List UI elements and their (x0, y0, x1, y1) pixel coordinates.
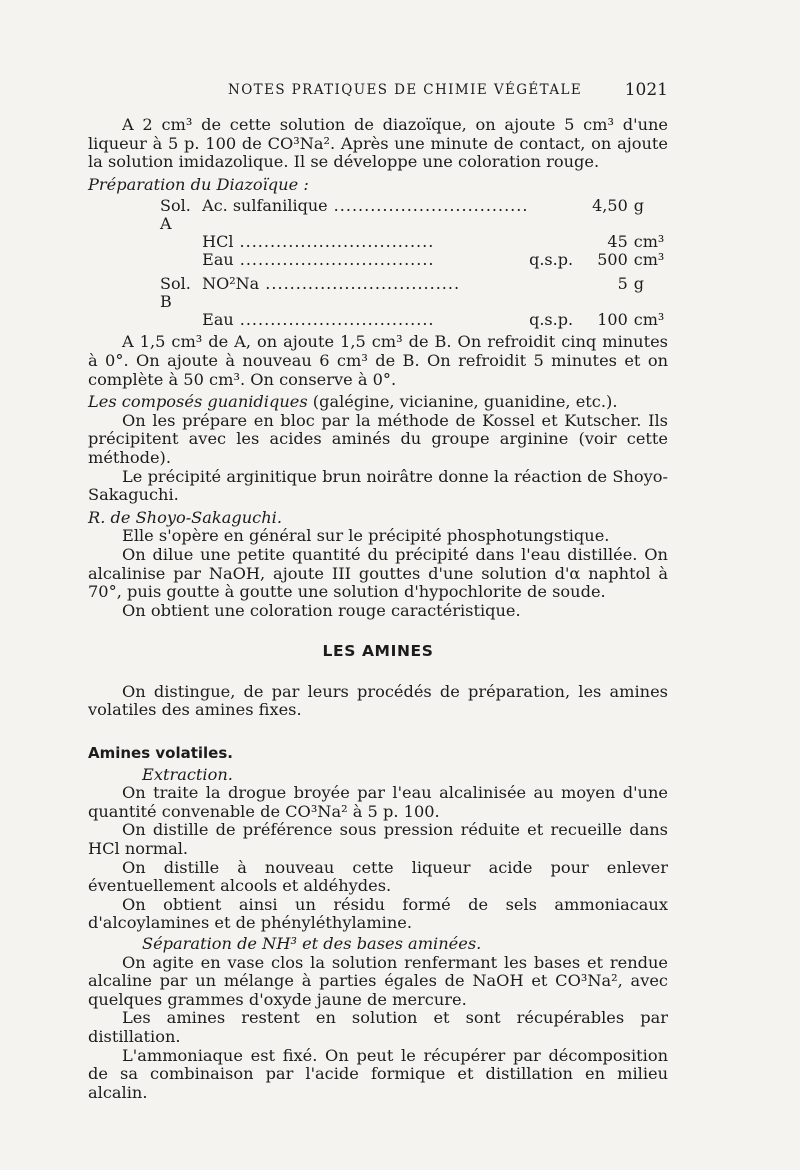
recipe-qsp-cell (528, 233, 581, 251)
shoyo-paragraph-3: On obtient une coloration rouge caractéristique. (122, 600, 521, 620)
shoyo-paragraph-2: On dilue une petite quantité du précipité dans l'eau distillée. On alcalinise par NaOH, ajoute III gouttes d'une solution d'α naphtol à 70°, puis goutte à goutte une solution d'hypochlorite de soude. (88, 544, 668, 602)
recipe-ingredient-cell (202, 269, 528, 311)
recipe-solution: Sol. B (160, 274, 191, 312)
recipe-unit-cell (628, 197, 668, 233)
shoyo-heading: R. de Shoyo-Sakaguchi. (88, 507, 282, 527)
amines-intro: On distingue, de par leurs procédés de préparation, les amines volatiles des amines fixes. (88, 681, 668, 720)
shoyo-paragraph-1: Elle s'opère en général sur le précipité phosphotungstique. (122, 526, 610, 546)
guanidic-lead-italic: Les composés guanidiques (88, 392, 308, 412)
recipe-solution-cell (160, 311, 202, 329)
recipe-ingredient-cell (202, 197, 528, 233)
recipe-unit: g (633, 274, 644, 294)
recipe-qsp-cell (528, 197, 581, 233)
recipe-solution-cell (160, 251, 202, 269)
page-header (88, 80, 668, 104)
recipe-ingredient: Ac. sulfanilique ..... (202, 197, 528, 215)
page-body (88, 116, 668, 1102)
recipe-ingredient: Eau ..... (202, 251, 528, 269)
recipe-ingredient: NO²Na ..... (202, 275, 528, 293)
page-number: 1021 (624, 80, 668, 100)
recipe-unit-cell (628, 251, 668, 269)
recipe-ingredient-cell (202, 251, 528, 269)
volatile-amines-heading: Amines volatiles. (88, 744, 233, 763)
separation-heading: Séparation de NH³ et des bases aminées. (142, 934, 482, 953)
recipe-unit: g (633, 196, 644, 216)
recipe-qsp-cell (528, 269, 581, 311)
recipe-solution: Sol. A (160, 196, 191, 234)
recipe-quantity: 500 (597, 250, 628, 270)
recipe-quantity-cell (581, 251, 628, 269)
recipe-row (160, 197, 668, 233)
after-recipe-paragraph: A 1,5 cm³ de A, on ajoute 1,5 cm³ de B. On refroidit cinq minutes à 0°. On ajoute à nouveau 6 cm³ de B. On refroidit 5 minutes et on complète à 50 cm³. On conserve à 0°. (88, 332, 668, 389)
extraction-paragraph: On traite la drogue broyée par l'eau alcalinisée au moyen d'une quantité convenable de CO³Na² à 5 p. 100. (88, 783, 668, 821)
recipe-solution-cell (160, 197, 202, 233)
recipe-quantity-cell (581, 233, 628, 251)
recipe-ingredient-cell (202, 311, 528, 329)
recipe-qsp-cell (528, 251, 581, 269)
guanidic-lead (88, 393, 668, 412)
recipe-unit-cell (628, 269, 668, 311)
recipe-ingredient-cell (202, 233, 528, 251)
extraction-paragraph: On distille de préférence sous pression réduite et recueille dans HCl normal. (88, 820, 668, 859)
guanidic-lead-rest: (galégine, vicianine, guanidine, etc.). (307, 392, 618, 412)
amines-section-title: LES AMINES (322, 642, 434, 661)
recipe-solution-cell (160, 233, 202, 251)
prep-heading: Préparation du Diazoïque : (88, 174, 309, 194)
recipe-row (160, 311, 668, 329)
recipe-unit: cm³ (633, 250, 665, 270)
recipe-quantity: 100 (597, 310, 628, 330)
recipe-unit-cell (628, 233, 668, 251)
recipe-row (160, 269, 668, 311)
extraction-paragraph: On distille à nouveau cette liqueur acide pour enlever éventuellement alcools et aldéhydes. (88, 857, 668, 896)
intro-paragraph: A 2 cm³ de cette solution de diazoïque, on ajoute 5 cm³ d'une liqueur à 5 p. 100 de CO³Na². Après une minute de contact, on ajoute la solution imidazolique. Il se développe une coloration rouge. (88, 115, 668, 172)
recipe-quantity-cell (581, 197, 628, 233)
recipe-quantity: 4,50 (592, 196, 628, 216)
recipe-unit-cell (628, 311, 668, 329)
guanidic-paragraph-1: On les prépare en bloc par la méthode de Kossel et Kutscher. Ils précipitent avec les acides aminés du groupe arginine (voir cette méthode). (88, 410, 668, 467)
recipe-unit: cm³ (633, 310, 665, 330)
recipe-qsp-cell (528, 311, 581, 329)
recipe-ingredient: HCl ..... (202, 233, 528, 251)
recipe-row (160, 251, 668, 269)
recipe-ingredient: Eau ..... (202, 311, 528, 329)
recipe-solution-cell (160, 269, 202, 311)
guanidic-paragraph-2: Le précipité arginitique brun noirâtre donne la réaction de Shoyo-Sakaguchi. (88, 466, 668, 505)
recipe-quantity-cell (581, 269, 628, 311)
recipe-unit: cm³ (633, 232, 665, 252)
recipe-table (160, 197, 668, 329)
recipe-qsp: q.s.p. (529, 250, 574, 270)
separation-paragraph: Les amines restent en solution et sont récupérables par distillation. (88, 1008, 668, 1046)
running-title: NOTES PRATIQUES DE CHIMIE VÉGÉTALE (228, 82, 583, 98)
recipe-quantity: 45 (607, 232, 628, 252)
recipe-quantity-cell (581, 311, 628, 329)
recipe-qsp: q.s.p. (529, 310, 574, 330)
recipe-row (160, 233, 668, 251)
extraction-paragraph: On obtient ainsi un résidu formé de sels ammoniacaux d'alcoylamines et de phényléthylamine. (88, 894, 668, 933)
separation-paragraph: On agite en vase clos la solution renfermant les bases et rendue alcaline par un mélange à parties égales de NaOH et CO³Na², avec quelques grammes d'oxyde jaune de mercure. (88, 952, 668, 1009)
recipe-quantity: 5 (617, 274, 628, 294)
extraction-heading: Extraction. (142, 764, 233, 784)
separation-paragraph: L'ammoniaque est fixé. On peut le récupérer par décomposition de sa combinaison par l'acide formique et distillation en milieu alcalin. (88, 1045, 668, 1102)
